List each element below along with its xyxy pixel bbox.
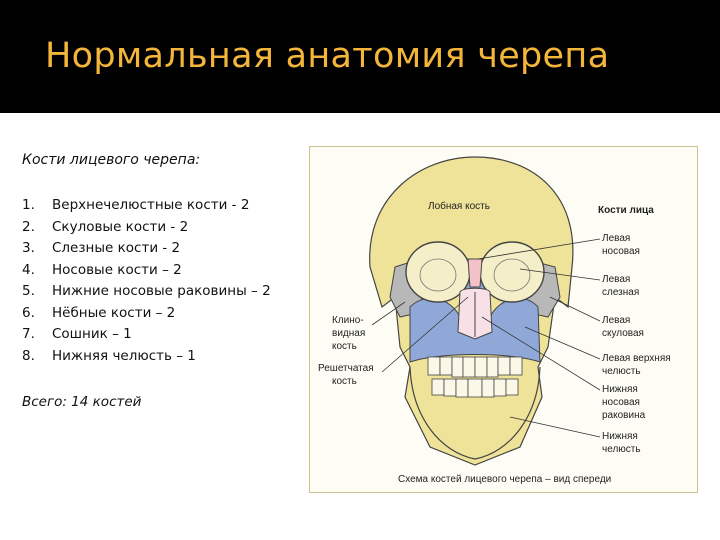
bone-list [22, 195, 271, 367]
total-count: Всего: 14 костей [22, 394, 142, 410]
label-line: скуловая [602, 328, 644, 339]
list-item: 8. Нижняя челюсть – 1 [22, 347, 196, 364]
list-item: 2. Скуловые кости - 2 [22, 218, 189, 235]
label-line: Нижняя [602, 384, 638, 395]
label-line: носовая [602, 397, 640, 408]
list-item: 7. Сошник – 1 [22, 326, 132, 342]
label-line: Нижняя [602, 431, 638, 442]
frontal-bone-label: Лобная кость [428, 201, 490, 212]
skull-illustration [310, 147, 697, 492]
label-line: Левая верхняя [602, 353, 671, 364]
title-bar [0, 0, 720, 113]
nasal-bones [468, 259, 482, 287]
list-heading: Кости лицевого черепа: [22, 152, 201, 168]
skull-diagram [309, 146, 698, 493]
label-line: Левая [602, 315, 631, 326]
list-item: 1. Верхнечелюстные кости - 2 [22, 197, 250, 213]
list-item: 6. Нёбные кости – 2 [22, 304, 176, 321]
label-line: видная [332, 328, 366, 339]
label-line: кость [332, 341, 357, 352]
right-labels [602, 233, 671, 455]
label-line: раковина [602, 410, 646, 421]
label-line: челюсть [602, 366, 641, 377]
slide-title: Нормальная анатомия черепа [45, 36, 610, 76]
label-line: челюсть [602, 444, 641, 455]
left-labels [318, 315, 374, 387]
label-line: Левая [602, 233, 631, 244]
legend-title: Кости лица [598, 205, 654, 216]
label-line: слезная [602, 287, 640, 298]
label-line: Клино- [332, 315, 364, 326]
list-item: 4. Носовые кости – 2 [22, 261, 182, 278]
label-line: Решетчатая [318, 363, 374, 374]
label-line: Левая [602, 274, 631, 285]
figure-caption: Схема костей лицевого черепа – вид спереди [398, 474, 612, 485]
label-line: кость [332, 376, 357, 387]
list-item: 5. Нижние носовые раковины – 2 [22, 283, 271, 299]
label-line: носовая [602, 246, 640, 257]
list-item: 3. Слезные кости - 2 [22, 240, 181, 256]
